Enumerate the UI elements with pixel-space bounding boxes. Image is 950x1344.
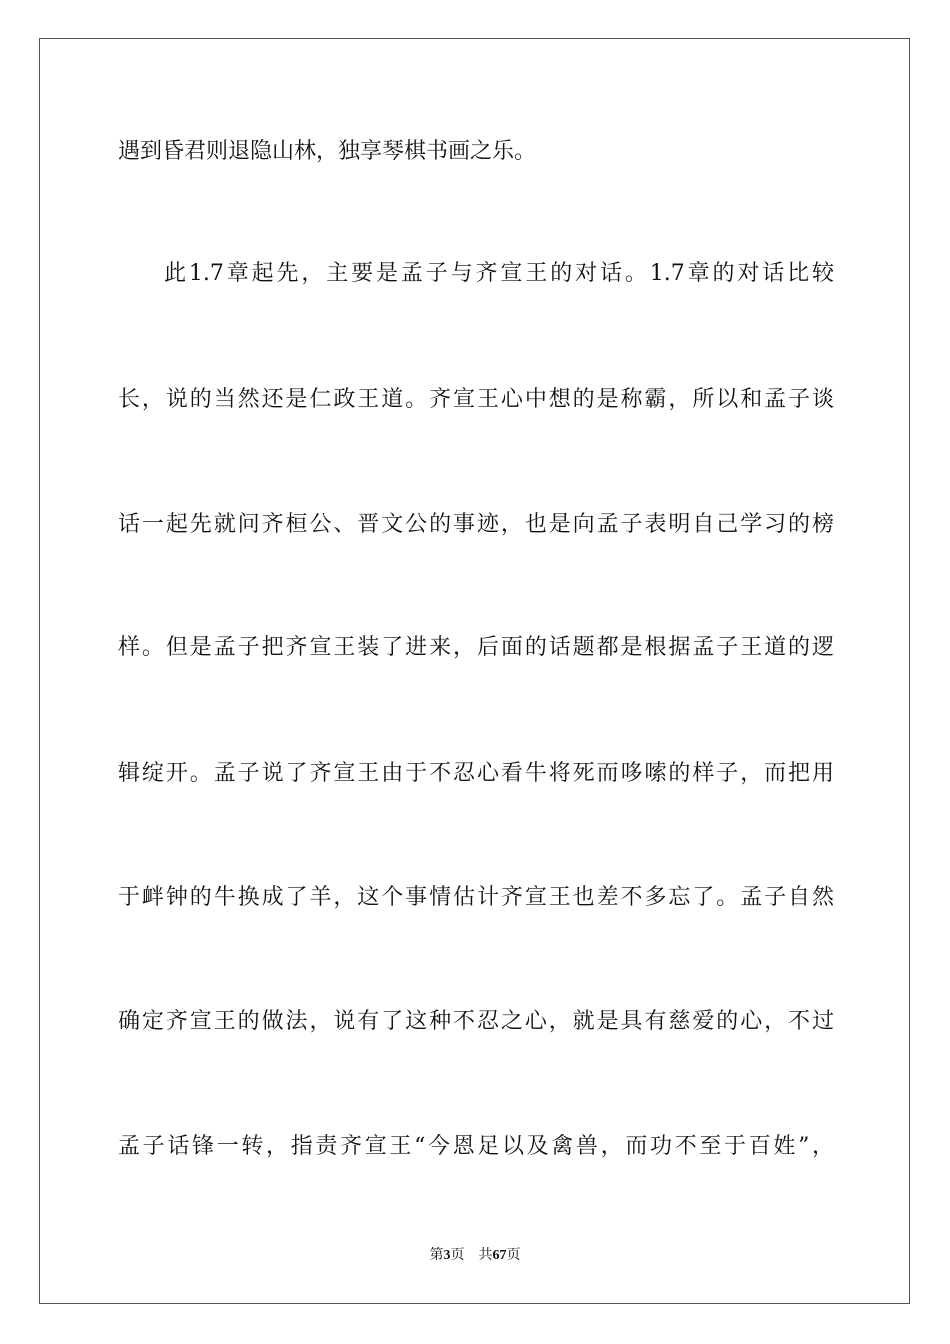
text-line-7: 于衅钟的牛换成了羊，这个事情估计齐宣王也差不多忘了。孟子自然 [118, 885, 834, 910]
page-suffix: 页 [450, 1248, 465, 1263]
text-line-1: 遇到昏君则退隐山林，独享琴棋书画之乐。 [118, 139, 537, 164]
text-line-4: 话一起先就问齐桓公、晋文公的事迹，也是向孟子表明自己学习的榜 [118, 512, 834, 537]
total-pages: 67 [492, 1248, 507, 1263]
text-line-3: 长，说的当然还是仁政王道。齐宣王心中想的是称霸，所以和孟子谈 [118, 387, 834, 412]
total-prefix: 共 [478, 1248, 493, 1263]
text-line-2: 此1.7章起先，主要是孟子与齐宣王的对话。1.7章的对话比较 [164, 261, 834, 286]
text-line-6: 辑绽开。孟子说了齐宣王由于不忍心看牛将死而哆嗦的样子，而把用 [118, 761, 834, 786]
page-border [39, 38, 910, 1304]
page-number: 3 [443, 1248, 451, 1263]
text-line-8: 确定齐宣王的做法，说有了这种不忍之心，就是具有慈爱的心，不过 [118, 1009, 834, 1034]
page-prefix: 第 [429, 1248, 444, 1263]
page-footer [0, 1246, 950, 1266]
text-line-5: 样。但是孟子把齐宣王装了进来，后面的话题都是根据孟子王道的逻 [118, 635, 834, 660]
text-line-9: 孟子话锋一转，指责齐宣王“今恩足以及禽兽，而功不至于百姓”， [118, 1134, 834, 1159]
total-suffix: 页 [506, 1248, 521, 1263]
